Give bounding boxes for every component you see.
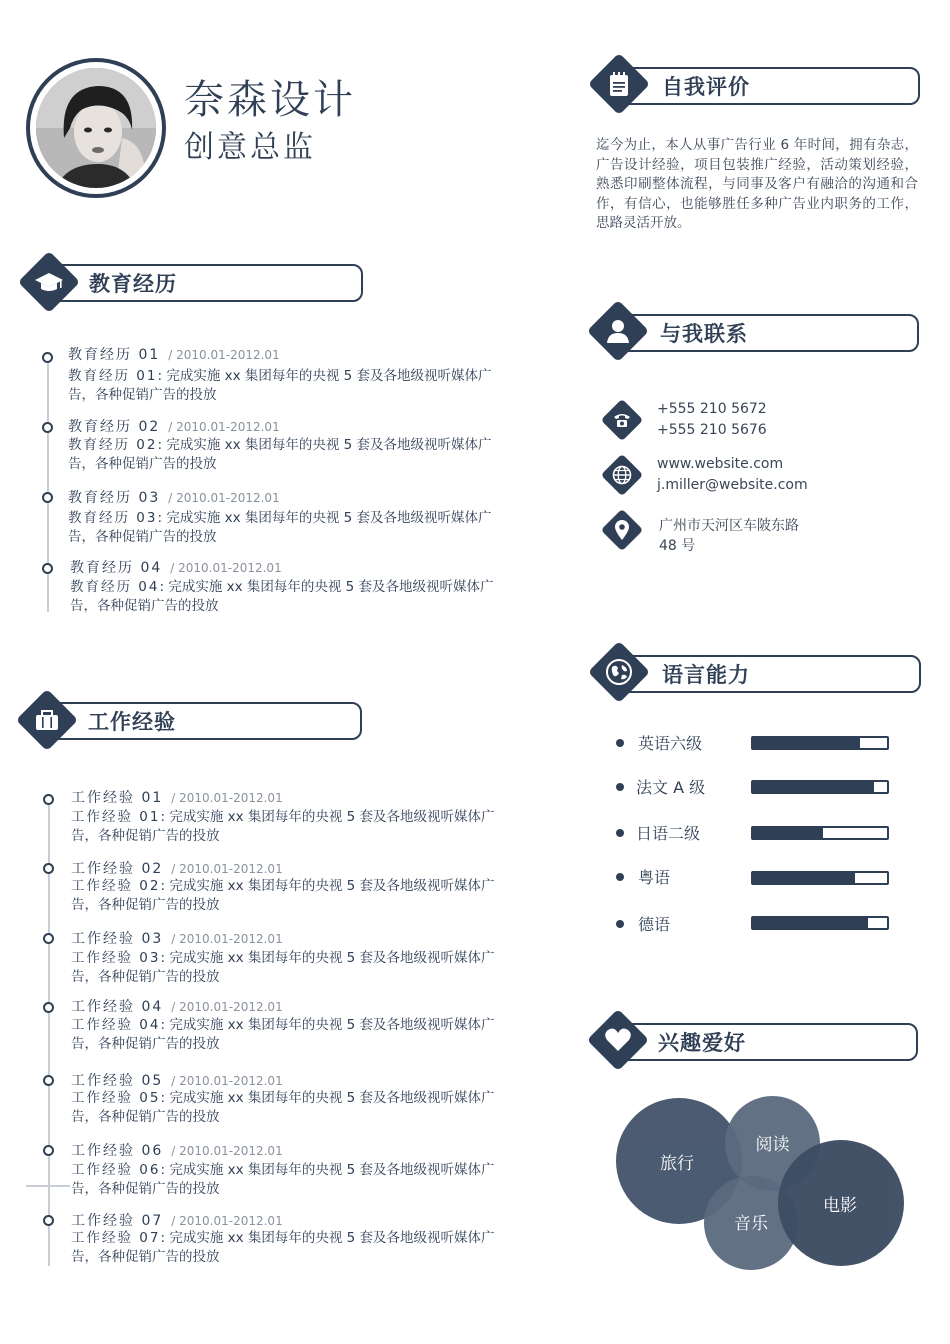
item-desc-prefix: 工作经验 05: [71, 1090, 161, 1106]
item-desc: : 完成实施 xx 集团每年的央视 5 套及各地级视听媒体广告，各种促销广告的投放: [71, 1162, 495, 1197]
avatar: [26, 58, 166, 198]
language-level-fill: [753, 738, 860, 748]
phone-icon: [601, 399, 643, 441]
item-date: / 2010.01-2012.01: [171, 1000, 283, 1014]
language-level-fill: [753, 918, 868, 928]
item-date: / 2010.01-2012.01: [171, 932, 283, 946]
item-desc: : 完成实施 xx 集团每年的央视 5 套及各地级视听媒体广告，各种促销广告的投放: [71, 1090, 495, 1125]
hobby-label: 旅行: [660, 1153, 694, 1174]
item-desc: : 完成实施 xx 集团每年的央视 5 套及各地级视听媒体广告，各种促销广告的投放: [71, 950, 495, 985]
item-date: / 2010.01-2012.01: [171, 1144, 283, 1158]
timeline-dot: [42, 422, 53, 433]
item-desc-prefix: 工作经验 03: [71, 950, 161, 966]
phone-number-2[interactable]: +555 210 5676: [657, 422, 767, 438]
avatar-photo: [36, 68, 156, 188]
person-icon: [596, 309, 640, 353]
item-date: / 2010.01-2012.01: [168, 420, 280, 434]
item-heading: 教育经历 03: [68, 490, 161, 506]
briefcase-icon: [25, 698, 69, 742]
item-desc: : 完成实施 xx 集团每年的央视 5 套及各地级视听媒体广告，各种促销广告的投放: [68, 368, 492, 403]
item-desc: : 完成实施 xx 集团每年的央视 5 套及各地级视听媒体广告，各种促销广告的投放: [71, 809, 495, 844]
item-desc-prefix: 工作经验 06: [71, 1162, 161, 1178]
timeline-dot: [42, 352, 53, 363]
item-heading: 教育经历 01: [68, 347, 161, 363]
heart-icon: [596, 1018, 640, 1062]
item-heading: 工作经验 02: [71, 861, 164, 877]
language-bullet: [616, 739, 624, 747]
item-desc-prefix: 工作经验 07: [71, 1230, 161, 1246]
item-date: / 2010.01-2012.01: [171, 1214, 283, 1228]
item-heading: 工作经验 03: [71, 931, 164, 947]
item-date: / 2010.01-2012.01: [171, 1074, 283, 1088]
item-heading: 工作经验 06: [71, 1143, 164, 1159]
language-name: 英语六级: [638, 734, 703, 753]
language-bullet: [616, 873, 624, 881]
timeline-dot: [43, 794, 54, 805]
item-desc-prefix: 教育经历 01: [68, 368, 158, 384]
language-name: 德语: [638, 915, 671, 934]
item-desc: : 完成实施 xx 集团每年的央视 5 套及各地级视听媒体广告，各种促销广告的投放: [71, 878, 495, 913]
about-title: 自我评价: [662, 75, 750, 99]
language-bullet: [616, 783, 624, 791]
globe-icon: [597, 650, 641, 694]
language-level-bar: [751, 916, 889, 930]
item-desc: : 完成实施 xx 集团每年的央视 5 套及各地级视听媒体广告，各种促销广告的投放: [70, 579, 494, 614]
item-heading: 工作经验 07: [71, 1213, 164, 1229]
hobby-label: 阅读: [755, 1135, 790, 1155]
item-date: / 2010.01-2012.01: [171, 862, 283, 876]
hobby-label: 音乐: [734, 1213, 768, 1234]
language-title: 语言能力: [662, 663, 750, 687]
email-link[interactable]: j.miller@website.com: [657, 477, 808, 493]
phone-number-1[interactable]: +555 210 5672: [657, 401, 767, 417]
item-heading: 教育经历 04: [70, 560, 163, 576]
item-heading: 工作经验 05: [71, 1073, 164, 1089]
person-portrait-icon: [36, 68, 156, 188]
item-date: / 2010.01-2012.01: [170, 561, 282, 575]
item-heading: 教育经历 02: [68, 419, 161, 435]
language-name: 法文 A 级: [636, 778, 706, 797]
language-bullet: [616, 920, 624, 928]
item-desc: : 完成实施 xx 集团每年的央视 5 套及各地级视听媒体广告，各种促销广告的投放: [71, 1017, 495, 1052]
timeline-dot: [43, 933, 54, 944]
item-desc-prefix: 教育经历 03: [68, 510, 158, 526]
language-level-fill: [753, 873, 855, 883]
item-heading: 工作经验 04: [71, 999, 164, 1015]
timeline-dot: [43, 1215, 54, 1226]
item-desc: : 完成实施 xx 集团每年的央视 5 套及各地级视听媒体广告，各种促销广告的投放: [68, 437, 492, 472]
timeline-divider: [26, 1185, 70, 1187]
hobbies-title: 兴趣爱好: [658, 1031, 746, 1055]
hobby-label: 电影: [823, 1195, 857, 1216]
item-heading: 工作经验 01: [71, 790, 164, 806]
notepad-icon: [597, 62, 641, 106]
about-text: 迄今为止，本人从事广告行业 6 年时间，拥有杂志，广告设计经验，项目包装推广经验，活动策划经验，熟悉印刷整体流程，与同事及客户有融洽的沟通和合作，有信心，也能够胜任多种广告业内职务的工作，思路灵活开放。: [596, 137, 918, 231]
address-line-1: 广州市天河区车陂东路: [659, 518, 799, 534]
profile-role: 创意总监: [184, 130, 316, 165]
contact-title: 与我联系: [660, 322, 748, 346]
timeline-dot: [42, 563, 53, 574]
item-desc: : 完成实施 xx 集团每年的央视 5 套及各地级视听媒体广告，各种促销广告的投放: [68, 510, 492, 545]
graduation-cap-icon: [27, 260, 71, 304]
language-level-bar: [751, 826, 889, 840]
profile-name: 奈森设计: [184, 77, 356, 123]
website-link[interactable]: www.website.com: [657, 456, 784, 472]
timeline-dot: [43, 863, 54, 874]
language-name: 粤语: [638, 868, 671, 887]
work-title: 工作经验: [88, 710, 176, 734]
item-desc-prefix: 工作经验 01: [71, 809, 161, 825]
education-timeline-line: [47, 362, 49, 612]
map-pin-icon: [601, 509, 643, 551]
globe-web-icon: [601, 454, 643, 496]
language-level-bar: [751, 780, 889, 794]
education-title: 教育经历: [89, 272, 177, 296]
language-level-fill: [753, 782, 874, 792]
item-desc-prefix: 工作经验 02: [71, 878, 161, 894]
timeline-dot: [42, 492, 53, 503]
hobby-bubble: [778, 1140, 904, 1266]
language-level-bar: [751, 736, 889, 750]
item-desc: : 完成实施 xx 集团每年的央视 5 套及各地级视听媒体广告，各种促销广告的投放: [71, 1230, 495, 1265]
language-level-bar: [751, 871, 889, 885]
timeline-dot: [43, 1075, 54, 1086]
language-bullet: [616, 829, 624, 837]
item-date: / 2010.01-2012.01: [171, 791, 283, 805]
item-desc-prefix: 教育经历 04: [70, 579, 160, 595]
item-desc-prefix: 教育经历 02: [68, 437, 158, 453]
item-date: / 2010.01-2012.01: [168, 348, 280, 362]
timeline-dot: [43, 1002, 54, 1013]
language-level-fill: [753, 828, 823, 838]
address-line-2: 48 号: [659, 538, 696, 554]
item-date: / 2010.01-2012.01: [168, 491, 280, 505]
language-name: 日语二级: [636, 824, 701, 843]
item-desc-prefix: 工作经验 04: [71, 1017, 161, 1033]
timeline-dot: [43, 1145, 54, 1156]
